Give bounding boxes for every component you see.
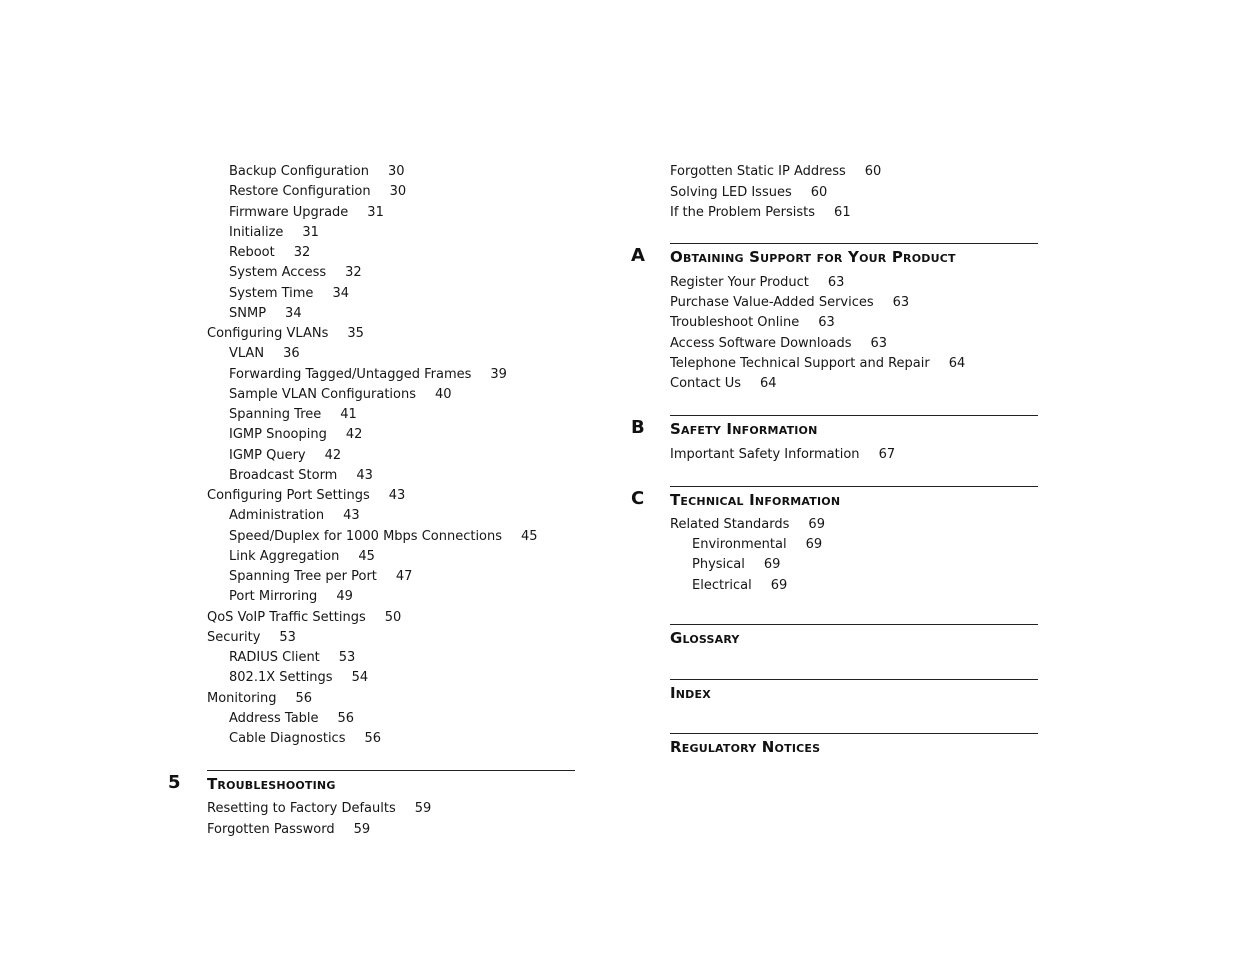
toc-entry-title: Physical bbox=[692, 557, 745, 573]
regulatory-notices-rule bbox=[670, 733, 1038, 734]
toc-entry[interactable] bbox=[229, 164, 405, 180]
toc-entry-title: Telephone Technical Support and Repair bbox=[670, 355, 930, 371]
toc-entry[interactable] bbox=[229, 427, 362, 443]
toc-entry-title: QoS VoIP Traffic Settings bbox=[207, 609, 366, 625]
toc-entry-title: Spanning Tree bbox=[229, 407, 322, 422]
appendix-a-letter: A bbox=[631, 245, 645, 266]
toc-entry-page-number: 60 bbox=[810, 184, 828, 200]
toc-entry-title: Port Mirroring bbox=[229, 589, 318, 605]
toc-entry-title: SNMP bbox=[229, 305, 267, 321]
toc-entry[interactable] bbox=[229, 367, 507, 383]
toc-entry-page-number: 45 bbox=[358, 548, 375, 564]
toc-entry[interactable] bbox=[207, 488, 405, 504]
toc-entry[interactable] bbox=[229, 711, 354, 727]
toc-entry-page-number: 30 bbox=[389, 184, 407, 200]
chapter-5-title[interactable]: Troubleshooting bbox=[207, 775, 336, 793]
toc-entry[interactable] bbox=[670, 336, 887, 352]
toc-entry-page-number: 40 bbox=[435, 386, 452, 402]
appendix-b-title[interactable]: Safety Information bbox=[670, 420, 818, 438]
appendix-c-letter: C bbox=[631, 488, 645, 509]
toc-entry[interactable] bbox=[229, 650, 355, 666]
toc-entry-title: IGMP Snooping bbox=[229, 427, 327, 443]
toc-entry-page-number: 39 bbox=[490, 366, 507, 382]
toc-entry-title: Monitoring bbox=[207, 690, 277, 706]
toc-entry-page-number: 41 bbox=[340, 407, 357, 422]
toc-entry-title: System Access bbox=[229, 265, 327, 281]
toc-entry-title: Sample VLAN Configurations bbox=[229, 386, 416, 402]
toc-entry-page-number: 69 bbox=[808, 517, 825, 532]
toc-entry-page-number: 49 bbox=[336, 589, 353, 605]
toc-entry-page-number: 31 bbox=[367, 204, 384, 220]
index-rule bbox=[670, 679, 1038, 680]
toc-entry-title: If the Problem Persists bbox=[670, 205, 816, 220]
toc-entry-title: Solving LED Issues bbox=[670, 184, 792, 200]
toc-entry[interactable] bbox=[229, 468, 373, 484]
toc-entry-page-number: 64 bbox=[760, 376, 777, 391]
toc-entry[interactable] bbox=[207, 326, 364, 342]
glossary-title[interactable]: Glossary bbox=[670, 629, 740, 647]
toc-entry-page-number: 42 bbox=[345, 427, 363, 443]
toc-entry-page-number: 50 bbox=[384, 609, 402, 625]
toc-entry-title: Environmental bbox=[692, 537, 787, 553]
glossary-rule bbox=[670, 624, 1038, 625]
appendix-c-rule bbox=[670, 486, 1038, 487]
toc-entry[interactable] bbox=[229, 731, 381, 747]
toc-entry-page-number: 53 bbox=[279, 629, 296, 645]
toc-entry-title: Firmware Upgrade bbox=[229, 204, 349, 220]
toc-entry[interactable] bbox=[670, 315, 835, 331]
chapter-5-rule bbox=[207, 770, 575, 771]
toc-entry-title: Configuring VLANs bbox=[207, 326, 329, 341]
toc-entry-title: Forwarding Tagged/Untagged Frames bbox=[229, 366, 472, 382]
toc-entry-title: Resetting to Factory Defaults bbox=[207, 801, 396, 816]
appendix-b-letter: B bbox=[631, 417, 645, 438]
toc-entry[interactable] bbox=[207, 630, 296, 646]
toc-entry-title: Address Table bbox=[229, 710, 319, 726]
toc-entry-title: Electrical bbox=[692, 577, 752, 593]
toc-entry-title: Forgotten Password bbox=[207, 821, 335, 837]
toc-entry-page-number: 59 bbox=[414, 801, 432, 816]
toc-entry[interactable] bbox=[207, 610, 401, 626]
toc-entry[interactable] bbox=[229, 184, 406, 200]
toc-entry[interactable] bbox=[692, 578, 787, 594]
toc-entry-page-number: 69 bbox=[763, 557, 781, 573]
toc-entry[interactable] bbox=[207, 822, 370, 838]
toc-entry-title: Important Safety Information bbox=[670, 447, 860, 462]
toc-entry-page-number: 56 bbox=[295, 690, 313, 706]
toc-entry-title: Cable Diagnostics bbox=[229, 731, 346, 746]
toc-entry-title: Register Your Product bbox=[670, 275, 809, 290]
toc-entry-title: Link Aggregation bbox=[229, 548, 340, 564]
toc-entry-page-number: 63 bbox=[892, 295, 910, 311]
toc-entry-page-number: 69 bbox=[805, 537, 823, 553]
toc-entry-title: System Time bbox=[229, 285, 314, 301]
toc-entry-title: Related Standards bbox=[670, 517, 790, 532]
toc-entry-title: Purchase Value-Added Services bbox=[670, 295, 874, 311]
toc-entry[interactable] bbox=[207, 801, 431, 817]
toc-entry[interactable] bbox=[229, 387, 452, 403]
toc-entry-title: Spanning Tree per Port bbox=[229, 569, 377, 584]
toc-entry[interactable] bbox=[229, 589, 353, 605]
toc-entry-title: RADIUS Client bbox=[229, 650, 320, 665]
toc-entry-page-number: 43 bbox=[388, 488, 406, 503]
toc-entry-page-number: 35 bbox=[347, 326, 364, 341]
appendix-a-title[interactable]: Obtaining Support for Your Product bbox=[670, 248, 956, 266]
toc-entry-page-number: 43 bbox=[343, 508, 360, 524]
appendix-b-rule bbox=[670, 415, 1038, 416]
toc-entry-title: Reboot bbox=[229, 245, 275, 260]
toc-entry[interactable] bbox=[670, 205, 851, 221]
toc-entry-page-number: 63 bbox=[827, 275, 845, 290]
toc-entry-title: IGMP Query bbox=[229, 447, 306, 463]
toc-entry-page-number: 67 bbox=[878, 447, 896, 462]
index-title[interactable]: Index bbox=[670, 684, 711, 702]
toc-entry-page-number: 42 bbox=[324, 447, 342, 463]
toc-entry-page-number: 63 bbox=[818, 315, 835, 331]
toc-entry-page-number: 31 bbox=[302, 224, 319, 240]
toc-entry-page-number: 69 bbox=[770, 577, 788, 593]
toc-entry-page-number: 32 bbox=[293, 245, 311, 260]
toc-entry-page-number: 61 bbox=[834, 205, 851, 220]
toc-entry[interactable] bbox=[670, 295, 909, 311]
toc-entry-title: Configuring Port Settings bbox=[207, 488, 370, 503]
toc-entry[interactable] bbox=[229, 569, 412, 585]
toc-entry-title: VLAN bbox=[229, 346, 265, 362]
toc-entry[interactable] bbox=[692, 537, 822, 553]
toc-entry[interactable] bbox=[229, 265, 362, 281]
toc-entry-page-number: 30 bbox=[387, 164, 405, 179]
toc-entry[interactable] bbox=[670, 185, 827, 201]
appendix-c-title[interactable]: Technical Information bbox=[670, 491, 841, 509]
toc-entry[interactable] bbox=[229, 407, 357, 423]
toc-entry[interactable] bbox=[229, 306, 302, 322]
toc-entry-title: Restore Configuration bbox=[229, 184, 371, 200]
toc-entry-page-number: 43 bbox=[356, 467, 373, 483]
toc-entry[interactable] bbox=[670, 164, 881, 180]
toc-entry-page-number: 63 bbox=[870, 335, 888, 351]
toc-entry-title: Broadcast Storm bbox=[229, 467, 338, 483]
toc-entry-title: Security bbox=[207, 629, 261, 645]
regulatory-notices-title[interactable]: Regulatory Notices bbox=[670, 738, 821, 756]
toc-entry-page-number: 34 bbox=[332, 285, 349, 301]
toc-entry[interactable] bbox=[229, 448, 341, 464]
chapter-5-number: 5 bbox=[168, 772, 181, 793]
toc-entry[interactable] bbox=[229, 286, 349, 302]
toc-entry-title: Access Software Downloads bbox=[670, 335, 852, 351]
toc-entry-title: Initialize bbox=[229, 224, 284, 240]
toc-entry-page-number: 64 bbox=[948, 355, 966, 371]
toc-entry-page-number: 53 bbox=[338, 650, 356, 665]
toc-entry[interactable] bbox=[670, 376, 777, 392]
toc-entry[interactable] bbox=[229, 508, 360, 524]
toc-entry[interactable] bbox=[692, 557, 780, 573]
toc-entry[interactable] bbox=[670, 275, 844, 291]
toc-entry-title: Troubleshoot Online bbox=[670, 315, 800, 331]
toc-entry-page-number: 36 bbox=[283, 346, 300, 362]
toc-entry-page-number: 56 bbox=[337, 710, 355, 726]
toc-entry-page-number: 47 bbox=[395, 569, 413, 584]
toc-entry-title: Forgotten Static IP Address bbox=[670, 164, 846, 179]
toc-entry-page-number: 60 bbox=[864, 164, 882, 179]
toc-entry[interactable] bbox=[670, 517, 825, 533]
toc-entry[interactable] bbox=[229, 245, 310, 261]
toc-entry[interactable] bbox=[229, 346, 300, 362]
toc-entry-page-number: 56 bbox=[364, 731, 382, 746]
toc-entry[interactable] bbox=[229, 670, 368, 686]
toc-entry-page-number: 32 bbox=[345, 265, 362, 281]
toc-entry[interactable] bbox=[229, 225, 319, 241]
toc-entry-title: Administration bbox=[229, 508, 325, 524]
toc-entry[interactable] bbox=[229, 205, 384, 221]
toc-entry-title: 802.1X Settings bbox=[229, 670, 333, 686]
toc-entry[interactable] bbox=[670, 356, 965, 372]
toc-entry[interactable] bbox=[670, 447, 895, 463]
toc-entry-page-number: 54 bbox=[351, 670, 369, 686]
appendix-a-rule bbox=[670, 243, 1038, 244]
toc-entry-page-number: 59 bbox=[353, 821, 371, 837]
toc-entry-page-number: 34 bbox=[285, 305, 302, 321]
toc-entry-title: Speed/Duplex for 1000 Mbps Connections bbox=[229, 528, 503, 544]
toc-entry[interactable] bbox=[229, 529, 538, 545]
toc-entry[interactable] bbox=[229, 549, 375, 565]
toc-entry-title: Contact Us bbox=[670, 376, 741, 391]
toc-entry-title: Backup Configuration bbox=[229, 164, 369, 179]
toc-entry-page-number: 45 bbox=[521, 528, 538, 544]
toc-entry[interactable] bbox=[207, 691, 312, 707]
